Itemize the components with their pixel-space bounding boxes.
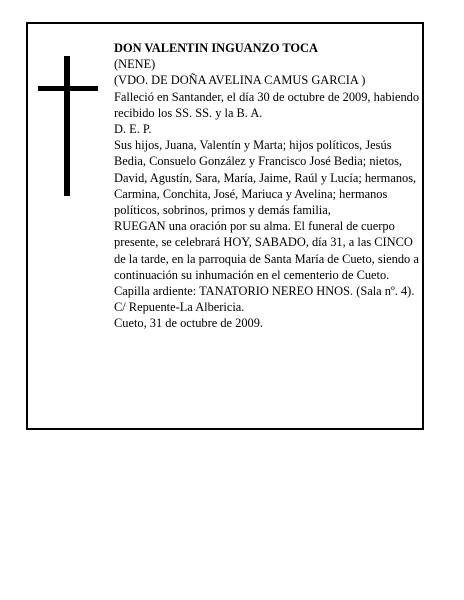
notice-text [114, 40, 422, 332]
cross-horizontal-bar [38, 86, 98, 91]
death-statement: Falleció en Santander, el día 30 de octubre de 2009, habiendo recibido los SS. SS. y la B. A. [114, 89, 420, 120]
cross-vertical-bar [64, 56, 70, 196]
widower-line: (VDO. DE DOÑA AVELINA CAMUS GARCIA ) [114, 73, 366, 88]
place-date: Cueto, 31 de octubre de 2009. [114, 316, 263, 331]
family-list: Sus hijos, Juana, Valentín y Marta; hijos políticos, Jesús Bedia, Consuelo González y Francisco José Bedia; nietos, David, Agustín, Sara, María, Jaime, Raúl y Lucía; hermanos, Carmina, Conchita, José, Mariuca y Avelina; hermanos políticos, sobrinos, primos y demás familia, [114, 138, 417, 218]
cross-icon [38, 56, 98, 196]
chapel-info: Capilla ardiente: TANATORIO NEREO HNOS. (Sala nº. 4). C/ Repuente-La Albericia. [114, 284, 415, 315]
dep-line: D. E. P. [114, 122, 152, 137]
deceased-name: DON VALENTIN INGUANZO TOCA [114, 41, 318, 55]
deceased-nickname: (NENE) [114, 57, 156, 72]
funeral-request: RUEGAN una oración por su alma. El funeral de cuerpo presente, se celebrará HOY, SABADO, día 31, a las CINCO de la tarde, en la parroquia de Santa María de Cueto, siendo a continuación su inhumación en el cementerio de Cueto. [114, 219, 419, 282]
